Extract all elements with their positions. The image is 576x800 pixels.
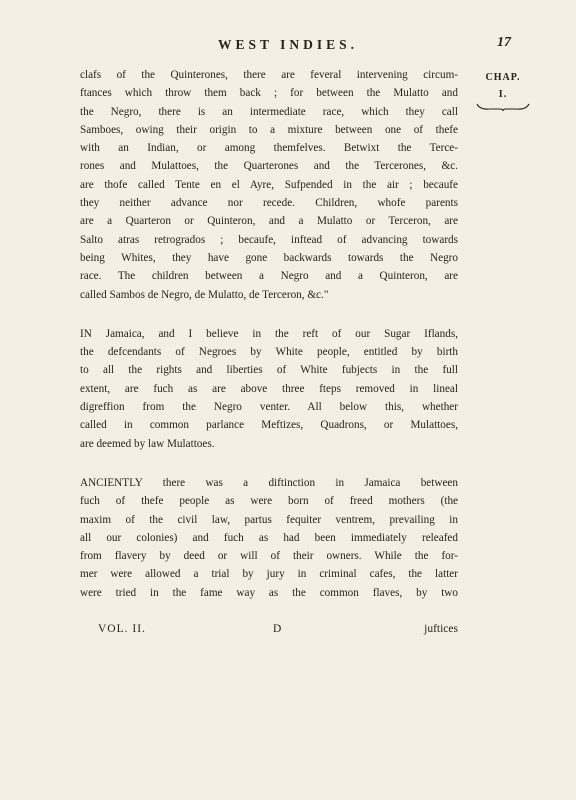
signature-mark: D [273, 623, 282, 635]
text-line: rones and Mulattoes, the Quarterones and the Tercerones, &c. [80, 160, 458, 173]
text-line: mer were allowed a trial by jury in criminal cafes, the latter [80, 568, 458, 581]
text-line: ftances which throw them back ; for between the Mulatto and [80, 87, 458, 100]
text-line: ANCIENTLY there was a diftinction in Jamaica between [80, 476, 458, 489]
text-line: from flavery by deed or will of their owners. While the for- [80, 550, 458, 563]
paragraph-2 [80, 325, 458, 453]
text-line: IN Jamaica, and I believe in the reft of our Sugar Iflands, [80, 327, 458, 340]
catchword: juftices [424, 623, 458, 635]
page-number: 17 [497, 35, 511, 50]
text-line: clafs of the Quinterones, there are feveral intervening circum- [80, 69, 458, 81]
paragraph-1 [80, 66, 458, 304]
text-line: were tried in the fame way as the common flaves, by two [80, 586, 458, 599]
chapter-label: CHAP. [485, 72, 521, 83]
text-line: with an Indian, or among themfelves. Betwixt the Terce- [80, 142, 458, 155]
margin-chapter-note [468, 72, 538, 112]
text-line: fuch of thefe people as were born of freed mothers (the [80, 495, 458, 508]
text-line: maxim of the civil law, partus fequiter ventrem, prevailing in [80, 513, 458, 526]
volume-signature: VOL. II. [98, 623, 146, 635]
text-line: the Negro, there is an intermediate race, which they call [80, 105, 458, 118]
brace-ornament [476, 102, 530, 112]
text-line: Samboes, owing their origin to a mixture between one of thefe [80, 123, 458, 136]
text-line: being Whites, they have gone backwards towards the Negro [80, 251, 458, 264]
running-title: WEST INDIES. [217, 37, 359, 52]
text-line: are deemed by law Mulattoes. [80, 437, 215, 450]
text-line: they neither advance nor recede. Children, whofe parents [80, 197, 458, 210]
text-line: digreffion from the Negro venter. All below this, whether [80, 401, 458, 414]
text-line: Salto atras retrogrados ; becaufe, inftead of advancing towards [80, 233, 458, 246]
paragraph-3 [80, 474, 458, 602]
text-line: all our colonies) and fuch as had been immediately releafed [80, 531, 458, 544]
text-line: to all the rights and liberties of White fubjects in the full [80, 364, 458, 377]
text-line: are a Quarteron or Quinteron, and a Mulatto or Terceron, are [80, 215, 458, 228]
chapter-number: I. [498, 89, 508, 100]
text-line: race. The children between a Negro and a Quinteron, are [80, 270, 458, 283]
text-body [80, 66, 458, 602]
text-line: called in common parlance Meftizes, Quadrons, or Mulattoes, [80, 419, 458, 432]
text-line: the defcendants of Negroes by White people, entitled by birth [80, 346, 458, 359]
text-line: called Sambos de Negro, de Mulatto, de Terceron, &c." [80, 288, 329, 301]
text-line: are thofe called Tente en el Ayre, Sufpended in the air ; becaufe [80, 178, 458, 191]
text-line: extent, are fuch as are above three fteps removed in lineal [80, 382, 458, 395]
